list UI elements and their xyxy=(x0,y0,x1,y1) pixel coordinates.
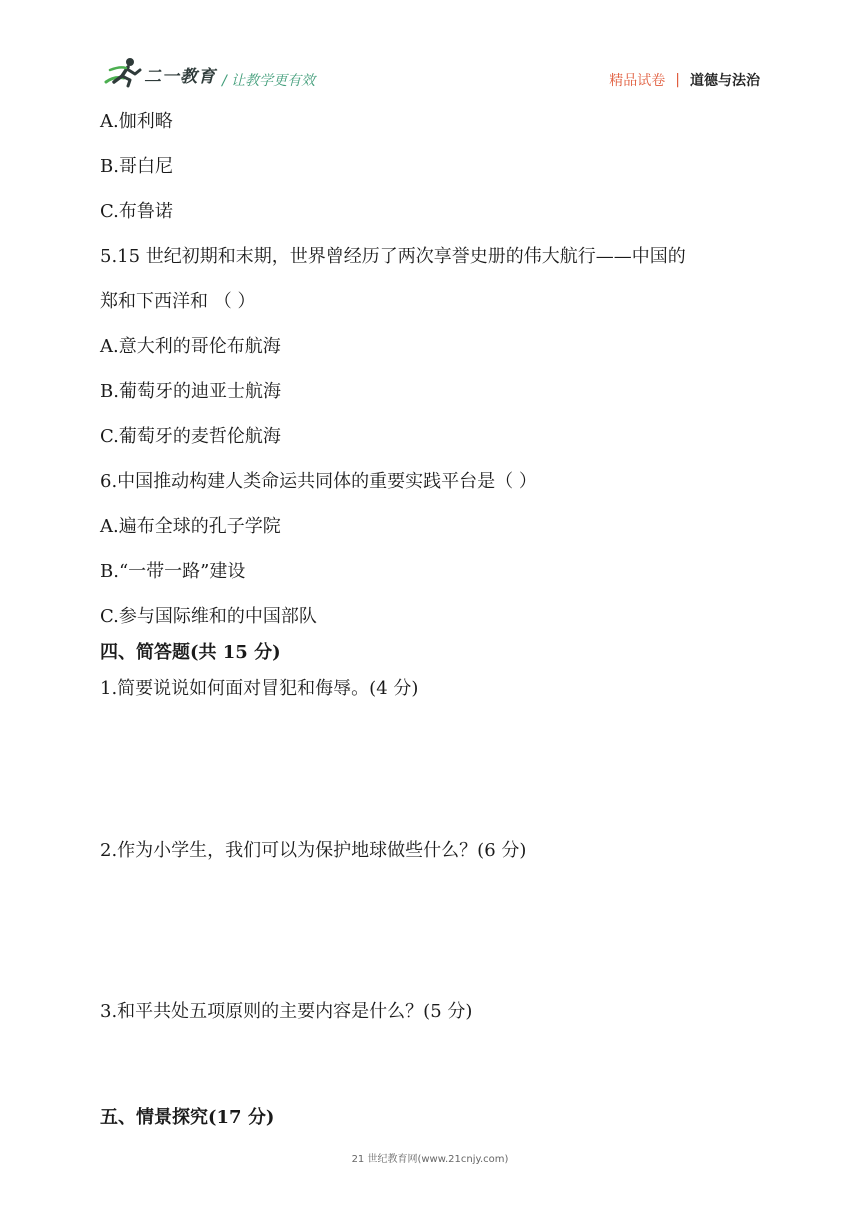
section-title: 四、简答题(共 15 分) xyxy=(100,642,281,663)
option-line: A.伽利略 xyxy=(100,111,173,132)
question-line: 5.15 世纪初期和末期，世界曾经历了两次享誉史册的伟大航行——中国的 xyxy=(100,246,686,267)
short-answer-question: 2.作为小学生，我们可以为保护地球做些什么？(6 分) xyxy=(100,840,527,861)
option-line: C.布鲁诺 xyxy=(100,201,173,222)
short-answer-question: 1.简要说说如何面对冒犯和侮辱。(4 分) xyxy=(100,678,419,699)
logo-text: 二一教育 xyxy=(144,67,216,87)
question-line: 6.中国推动构建人类命运共同体的重要实践平台是（ ） xyxy=(100,471,537,492)
option-line: B.哥白尼 xyxy=(100,156,173,177)
subject-label: 道德与法治 xyxy=(690,73,760,89)
page-footer: 21 世纪教育网(www.21cnjy.com) xyxy=(351,1154,509,1165)
question-line: 郑和下西洋和 （ ） xyxy=(100,291,256,312)
brand-label: 精品试卷 xyxy=(609,73,666,89)
brand-area xyxy=(609,70,760,90)
option-line: A.遍布全球的孔子学院 xyxy=(100,516,281,537)
page-header xyxy=(0,0,860,100)
short-answer-question: 3.和平共处五项原则的主要内容是什么？(5 分) xyxy=(100,1001,473,1022)
option-line: C.参与国际维和的中国部队 xyxy=(100,606,317,627)
option-line: C.葡萄牙的麦哲伦航海 xyxy=(100,426,281,447)
brand-separator: | xyxy=(675,72,680,88)
option-line: A.意大利的哥伦布航海 xyxy=(100,336,281,357)
section-title: 五、情景探究(17 分) xyxy=(100,1107,275,1128)
slogan: / 让教学更有效 xyxy=(222,73,316,89)
option-line: B.葡萄牙的迪亚士航海 xyxy=(100,381,281,402)
option-line: B.“一带一路”建设 xyxy=(100,561,246,582)
